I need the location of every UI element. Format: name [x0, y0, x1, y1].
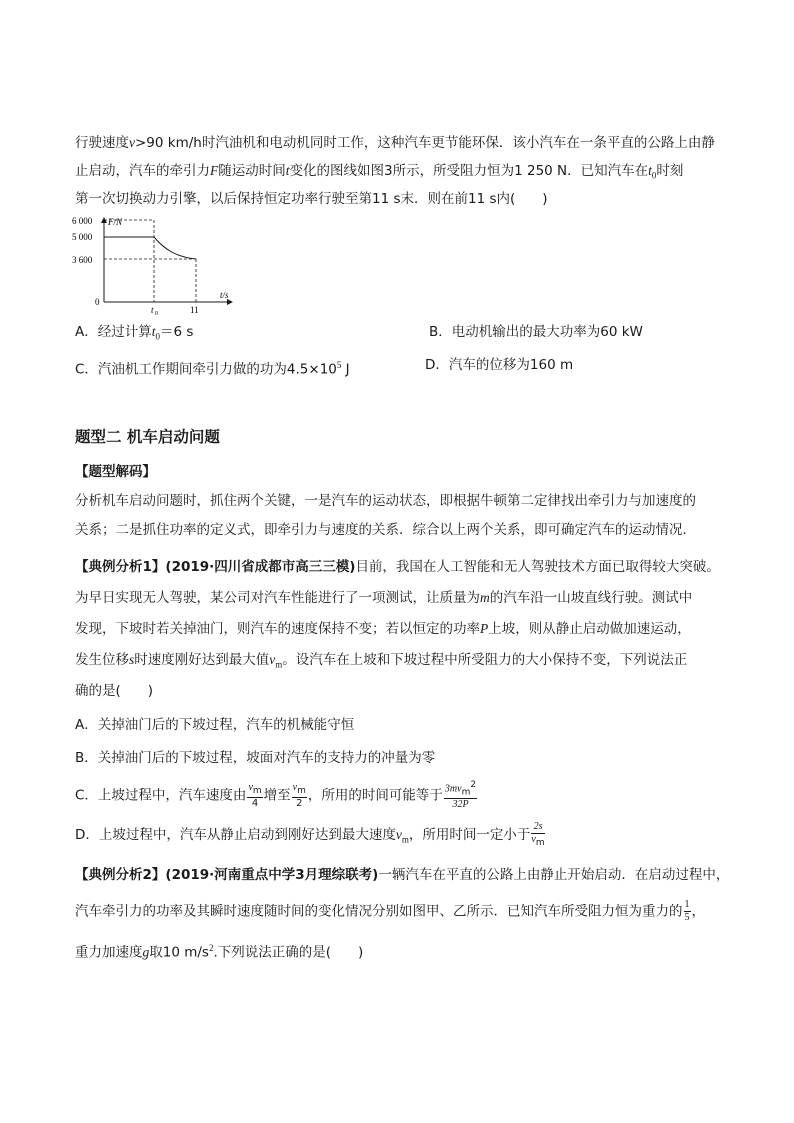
text: A．经过计算	[75, 324, 152, 340]
q1-option-c[interactable]	[75, 356, 350, 379]
example1-tag: 【典例分析1】(2019·四川省成都市高三三模)	[75, 559, 356, 575]
fraction-vm-over-2	[292, 783, 307, 809]
decode-label: 【题型解码】	[75, 464, 156, 480]
example1-line-3	[75, 620, 691, 638]
example1-line-1	[75, 558, 720, 576]
text: 发生位移	[75, 652, 129, 668]
numerator: 1	[684, 899, 690, 910]
force-time-graph	[70, 214, 240, 318]
subscript: m	[401, 834, 409, 845]
var-P: P	[480, 621, 489, 636]
x-tick-11: 11	[190, 305, 199, 315]
example1-option-a[interactable]: A．关掉油门后的下坡过程，汽车的机械能守恒	[75, 717, 355, 733]
var-v: v	[248, 781, 253, 793]
superscript: 2	[208, 943, 214, 953]
var-F: F	[210, 163, 219, 178]
text: 。设汽车在上坡和下坡过程中所受阻力的大小保持不变，下列说法正	[282, 652, 688, 668]
text: ，所用时间一定小于	[408, 827, 531, 843]
text: 时速度刚好达到最大值	[134, 652, 270, 668]
text: 取10 m/s	[149, 944, 209, 961]
var-v: v	[292, 781, 298, 793]
subscript: m	[461, 787, 471, 798]
text: ＝6 s	[160, 324, 194, 340]
fraction-3mvm2-over-32P	[444, 781, 477, 810]
example1-option-d[interactable]	[75, 822, 546, 849]
example2-line-2	[75, 900, 705, 923]
text: 为早日实现无人驾驶，某公司对汽车性能进行了一项测试，让质量为	[75, 590, 480, 606]
text: J	[341, 361, 350, 378]
subscript: m	[275, 659, 283, 670]
text: 的汽车沿一山坡直线行驶。测试中	[489, 590, 693, 606]
denominator: 32P	[452, 799, 469, 811]
var-v: v	[395, 827, 402, 842]
text: 随运动时间	[218, 163, 286, 179]
text: 增至	[263, 787, 291, 804]
example1-option-b[interactable]: B．关掉油门后的下坡过程，坡面对汽车的支持力的冲量为零	[75, 750, 436, 766]
subscript: 0	[651, 170, 657, 181]
text: 重力加速度	[75, 944, 143, 961]
example1-option-c[interactable]	[75, 781, 478, 810]
text: C．上坡过程中，汽车速度由	[75, 787, 247, 804]
intro-line-1	[75, 134, 715, 152]
q1-option-b[interactable]: B．电动机输出的最大功率为60 kW	[429, 324, 643, 340]
text: .下列说法正确的是( )	[213, 944, 364, 961]
intro-line-3: 第一次切换动力引擎，以后保持恒定功率行驶至第11 s末．则在前11 s内( )	[75, 191, 548, 207]
x-tick-t0: t	[151, 305, 154, 315]
example2-line-3	[75, 939, 363, 962]
decode-line-1: 分析机车启动问题时，抓住两个关键，一是汽车的运动状态，即根据牛顿第二定律找出牵引力与加速度的	[75, 493, 696, 509]
numerator: 3mv	[444, 783, 462, 795]
var-v: v	[269, 652, 276, 667]
text: 上坡，则从静止启动做加速运动，	[488, 621, 691, 637]
example2-tag: 【典例分析2】(2019·河南重点中学3月理综联考)	[75, 867, 379, 883]
subscript: 0	[155, 331, 161, 342]
text: 行驶速度	[75, 135, 129, 151]
text: >90 km/h时汽油机和电动机同时工作，这种汽车更节能环保．该小汽车在一条平直的公路上由静	[135, 135, 715, 151]
q1-option-a[interactable]	[75, 323, 193, 346]
curve-constant-power	[154, 237, 196, 259]
y-axis-label: F/N	[108, 217, 123, 227]
fraction-2s-over-vm	[531, 822, 544, 848]
q1-option-d[interactable]: D．汽车的位移为160 m	[425, 357, 574, 373]
text: D．上坡过程中，汽车从静止启动到刚好达到最大速度	[75, 827, 396, 843]
y-tick-0: 0	[95, 297, 100, 307]
text: ，	[691, 903, 705, 920]
example2-line-1	[75, 866, 729, 884]
subscript: m	[252, 785, 262, 796]
var-t0: t	[151, 324, 156, 339]
superscript: 2	[470, 780, 477, 790]
text: 时刻	[656, 163, 684, 179]
var-t: t	[285, 163, 290, 178]
text: 一辆汽车在平直的公路上由静止开始启动．在启动过程中，	[378, 867, 730, 883]
denominator: 4	[251, 797, 259, 809]
fraction-vm-over-4	[247, 783, 262, 809]
example1-line-5: 确的是( )	[75, 683, 154, 699]
decode-line-2: 关系；二是抓住功率的定义式，即牵引力与速度的关系．综合以上两个关系，即可确定汽车的运动情况．	[75, 522, 696, 538]
denominator: 5	[684, 912, 690, 923]
var-m: m	[480, 590, 490, 605]
text: 目前，我国在人工智能和无人驾驶技术方面已取得较大突破。	[355, 559, 720, 575]
fraction-1-over-5	[684, 900, 691, 923]
text: 发现，下坡时若关掉油门，则汽车的速度保持不变；若以恒定的功率	[75, 621, 480, 637]
example1-line-2	[75, 589, 692, 607]
text: 止启动，汽车的牵引力	[75, 163, 210, 179]
var-v: v	[129, 135, 135, 150]
var-s: s	[129, 652, 135, 667]
text: 变化的图线如图3所示，所受阻力恒为1 250 N．已知汽车在	[289, 163, 649, 179]
var-g: g	[142, 944, 150, 960]
x-axis-label: t/s	[220, 290, 229, 300]
y-tick-5000: 5 000	[72, 232, 93, 242]
numerator: 2s	[531, 822, 544, 834]
text: 汽车牵引力的功率及其瞬时速度随时间的变化情况分别如图甲、乙所示．已知汽车所受阻力恒为重力的	[75, 903, 683, 920]
y-tick-3600: 3 600	[72, 255, 93, 265]
section-title: 题型二 机车启动问题	[75, 428, 220, 446]
superscript: 5	[336, 360, 342, 370]
x-tick-t0-sub: 0	[155, 311, 158, 317]
y-tick-6000: 6 000	[72, 216, 93, 226]
figure-3-graph	[70, 214, 240, 318]
intro-line-2	[75, 162, 683, 185]
example1-line-4	[75, 651, 687, 674]
var-t0: t	[648, 163, 652, 178]
subscript: m	[535, 838, 545, 848]
subscript: m	[297, 785, 306, 796]
text: C．汽油机工作期间牵引力做的功为4.5×10	[75, 361, 337, 378]
var-v: v	[531, 834, 536, 845]
denominator: 2	[296, 797, 303, 809]
text: ，所用的时间可能等于	[307, 787, 443, 804]
